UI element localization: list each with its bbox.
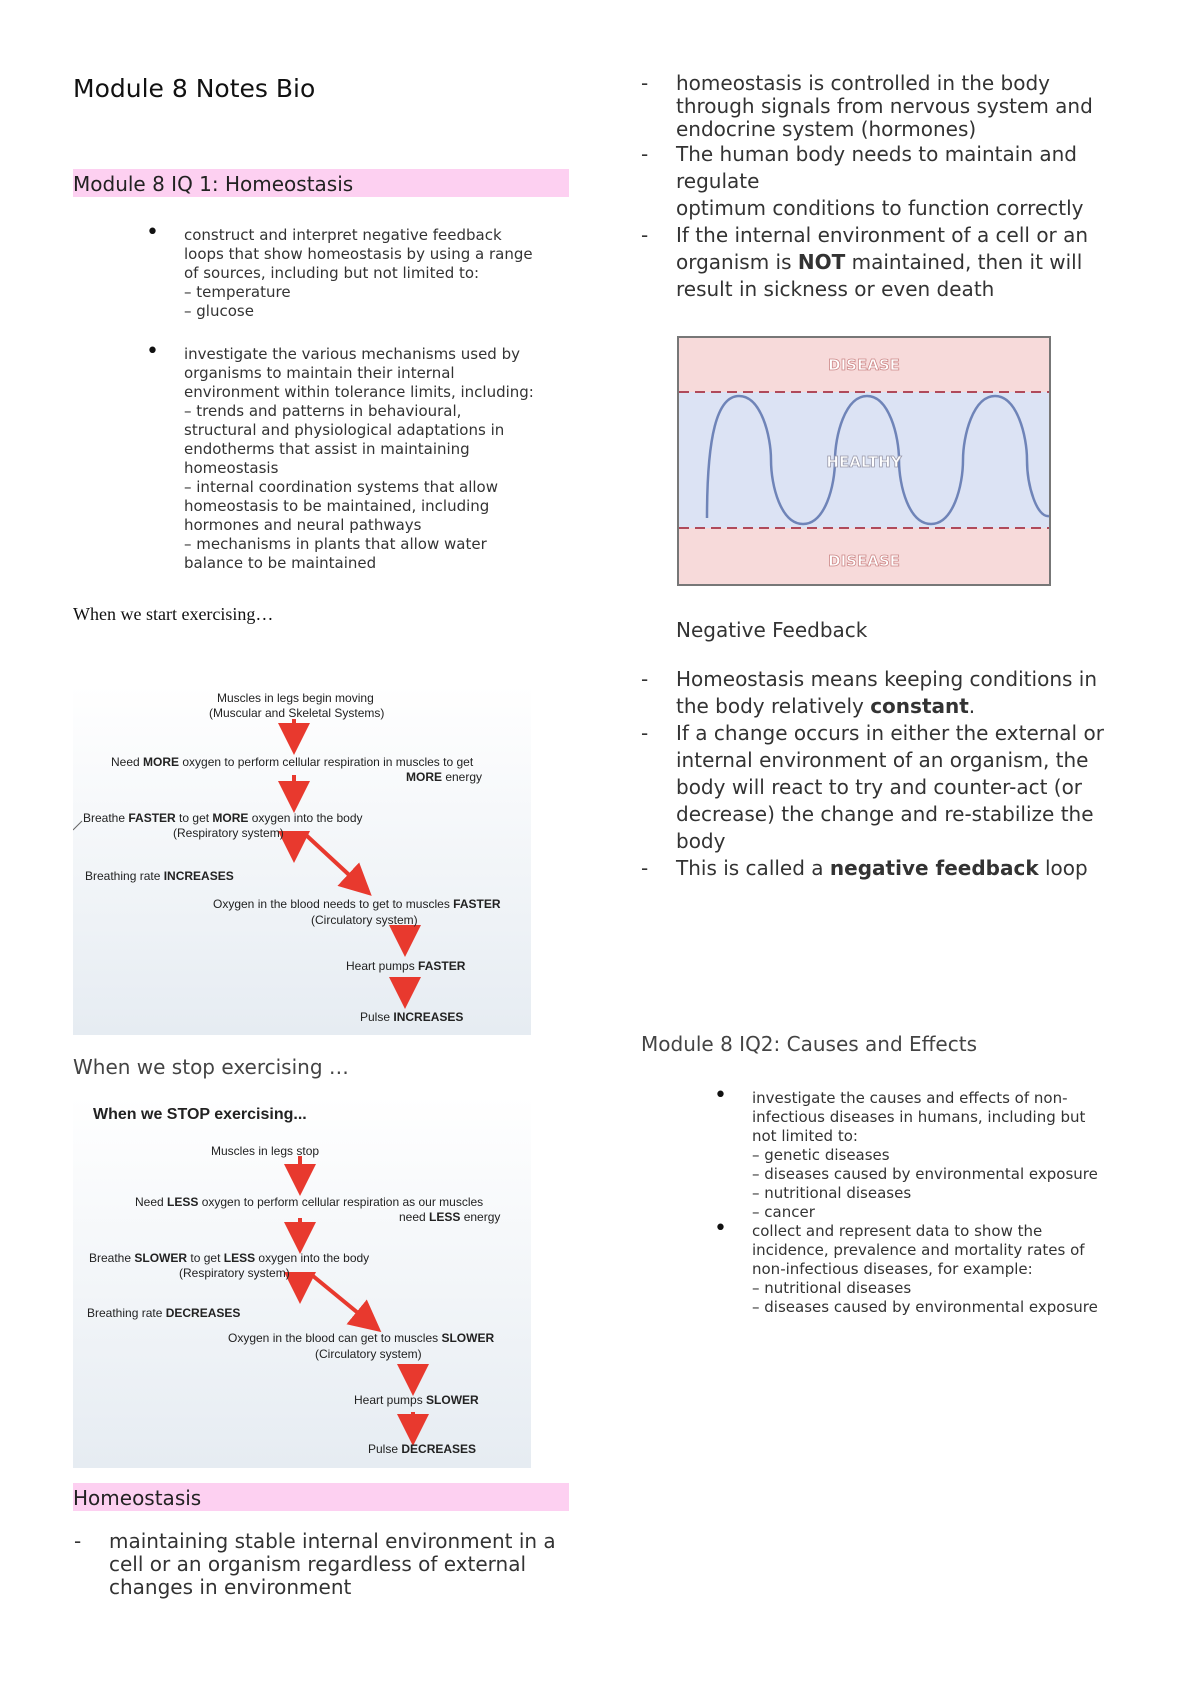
flow-step: Pulse DECREASES: [368, 1442, 477, 1456]
flow-step: Breathe SLOWER to get LESS oxygen into the body: [89, 1251, 370, 1265]
flow-arrows-start: [73, 685, 531, 1035]
negative-feedback-list: [676, 666, 1116, 882]
list-item: • investigate the various mechanisms used by organisms to maintain their internal environment within tolerance limits, including: – trends and patterns in behavioural, structural and physiological adaptations in endotherms that assist in maintaining homeostasis – internal coordination systems that allow homeostasis to be maintained, including hormones and neural pathways – mechanisms in plants that allow water balance to be maintained: [184, 345, 584, 573]
iq2-bullet-list: [752, 1089, 1152, 1341]
list-item: - The human body needs to maintain and regulate optimum conditions to function correctly: [676, 141, 1116, 222]
right-notes-list: [676, 72, 1116, 303]
flow-step: Need LESS oxygen to perform cellular respiration as our muscles: [135, 1195, 484, 1209]
homeostasis-list: [109, 1530, 589, 1599]
flow-step: (Respiratory system): [173, 826, 284, 840]
flow-step: MORE energy: [406, 770, 483, 784]
flow-step: (Muscular and Skeletal Systems): [209, 706, 385, 720]
list-item: • collect and represent data to show the incidence, prevalence and mortality rates of non-infectious diseases, for example: – nutritional diseases – diseases caused by environmental exposure: [752, 1222, 1152, 1317]
flow-step: Heart pumps FASTER: [346, 959, 466, 973]
homeostasis-heading: Homeostasis: [73, 1483, 569, 1511]
list-item: - If a change occurs in either the external or internal environment of an organism, the body will react to try and counter-act (or decrease) the change and re-stabilize the body: [676, 720, 1116, 855]
flow-arrow: [306, 835, 360, 885]
stop-exercising-flowchart: [73, 1096, 531, 1468]
page-title: Module 8 Notes Bio: [73, 74, 316, 103]
iq1-bullet-list: [184, 226, 584, 597]
flow-step: Heart pumps SLOWER: [354, 1393, 479, 1407]
flow-step: Muscles in legs begin moving: [217, 691, 374, 705]
flow-step: Breathing rate INCREASES: [85, 869, 234, 883]
flow-step: Pulse INCREASES: [360, 1010, 464, 1024]
flow-step: Oxygen in the blood can get to muscles SLOWER: [228, 1331, 495, 1345]
divider: [73, 821, 82, 830]
list-item: - Homeostasis means keeping conditions in the body relatively constant.: [676, 666, 1116, 720]
list-item: - This is called a negative feedback loop: [676, 855, 1116, 882]
flow-step: (Circulatory system): [315, 1347, 422, 1361]
negative-feedback-heading: Negative Feedback: [676, 618, 868, 642]
iq1-heading: Module 8 IQ 1: Homeostasis: [73, 169, 569, 197]
flow-arrow: [313, 1276, 369, 1322]
flow-step: Muscles in legs stop: [211, 1144, 320, 1158]
flow-step: need LESS energy: [399, 1210, 501, 1224]
start-exercising-caption: When we start exercising…: [73, 604, 274, 624]
graph-label-disease-top: DISEASE: [828, 356, 900, 374]
flow-step: Breathing rate DECREASES: [87, 1306, 241, 1320]
flow-step: Need MORE oxygen to perform cellular respiration in muscles to get: [111, 755, 474, 769]
flow-step: (Circulatory system): [311, 913, 418, 927]
list-item: - maintaining stable internal environment in a cell or an organism regardless of external changes in environment: [109, 1530, 589, 1599]
list-item: • construct and interpret negative feedback loops that show homeostasis by using a range of sources, including but not limited to: – temperature – glucose: [184, 226, 584, 321]
list-item: - If the internal environment of a cell or an organism is NOT maintained, then it will result in sickness or even death: [676, 222, 1116, 303]
flowchart-title: When we STOP exercising...: [93, 1106, 307, 1123]
flow-step: Oxygen in the blood needs to get to muscles FASTER: [213, 897, 501, 911]
homeostasis-range-graph: [677, 336, 1051, 586]
list-item: - homeostasis is controlled in the body through signals from nervous system and endocrine system (hormones): [676, 72, 1116, 141]
start-exercising-flowchart: [73, 685, 531, 1035]
graph-label-disease-bottom: DISEASE: [828, 552, 900, 570]
graph-label-healthy: HEALTHY: [826, 453, 902, 471]
flow-step: (Respiratory system): [179, 1266, 290, 1280]
flow-step: Breathe FASTER to get MORE oxygen into the body: [83, 811, 363, 825]
stop-exercising-caption: When we stop exercising …: [73, 1055, 349, 1079]
iq2-heading: Module 8 IQ2: Causes and Effects: [641, 1032, 977, 1056]
list-item: • investigate the causes and effects of non- infectious diseases in humans, including but not limited to: – genetic diseases – diseases caused by environmental exposure – nutritional diseases – cancer: [752, 1089, 1152, 1222]
